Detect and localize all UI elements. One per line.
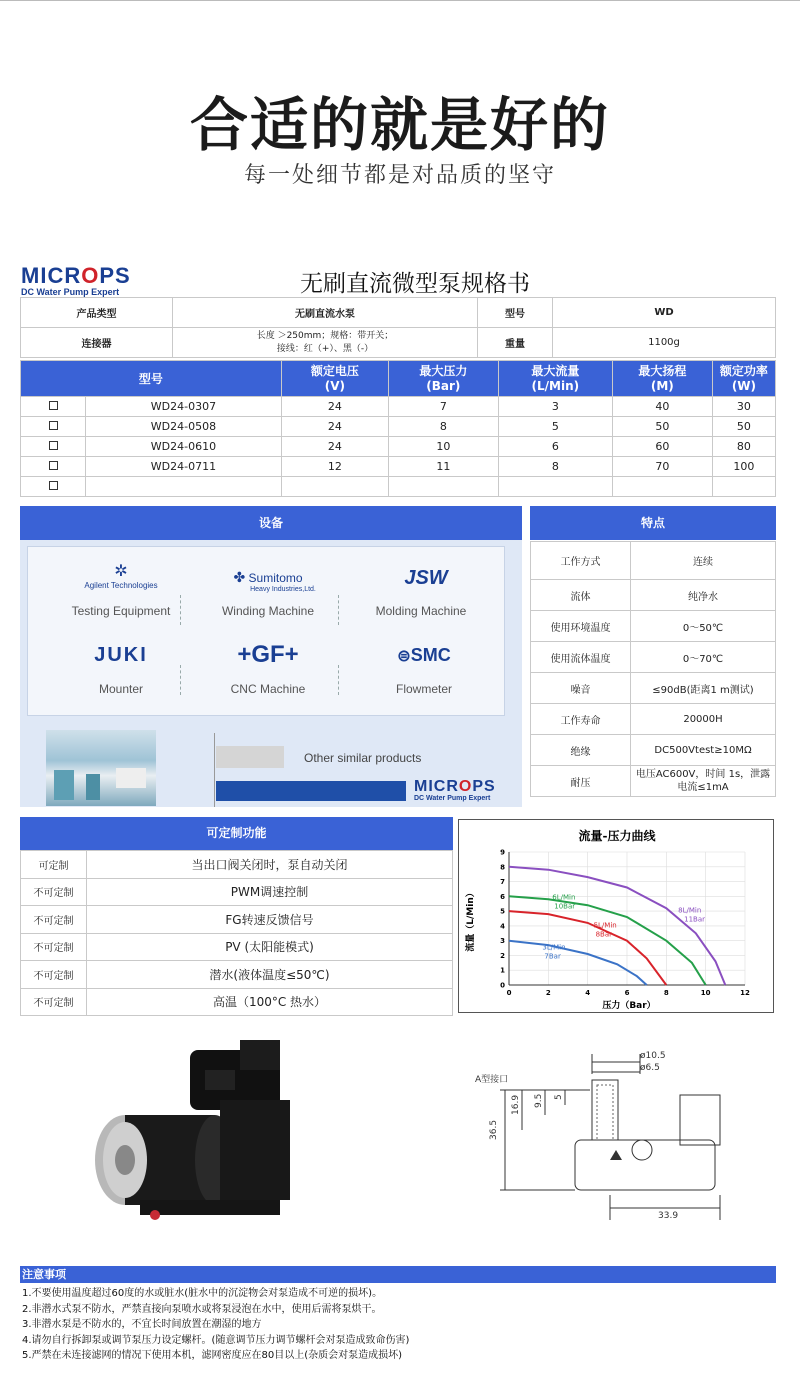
note-item: 5.严禁在未连接滤网的情况下使用本机，滤网密度应在80目以上(杂质会对泵造成损坏) — [22, 1350, 403, 1362]
features-table — [530, 541, 776, 797]
header-pressure: 最大压力 (Bar) — [388, 361, 498, 397]
y-tick-label: 1 — [500, 966, 505, 975]
top-divider — [0, 0, 800, 1]
divider — [214, 733, 215, 807]
notes-list — [22, 1286, 409, 1364]
note-item: 3.非潜水泵是不防水的，不宜长时间放置在潮湿的地方 — [22, 1319, 262, 1331]
model-table — [20, 360, 776, 497]
note-item: 2.非潜水式泵不防水，严禁直接向泵喷水或将泵浸泡在水中，使用后需将泵烘干。 — [22, 1303, 382, 1315]
dimension-w1: 33.9 — [658, 1211, 679, 1221]
series-label: 8Bar — [595, 930, 613, 939]
table-row: 不可定制 潜水(液体温度≤50℃) — [21, 961, 453, 989]
equipment-name: Molding Machine — [375, 604, 467, 618]
equipment-name: Winding Machine — [221, 604, 315, 618]
table-row: 工作方式 连续 — [531, 542, 776, 580]
smc-logo: ⊜SMC — [397, 645, 451, 665]
table-row: 噪音 ≤90dB(距离1 m测试) — [531, 673, 776, 704]
sumitomo-logo: ✤ Sumitomo Heavy Industries,Ltd. — [233, 569, 316, 593]
brand-logo-small: MICROPS DC Water Pump Expert — [414, 778, 496, 802]
gray-bar — [216, 746, 284, 768]
table-row: 使用流体温度 0～70℃ — [531, 642, 776, 673]
table-row: 流体 纯净水 — [531, 580, 776, 611]
model-checkbox[interactable] — [49, 401, 58, 410]
series-label: 10Bar — [554, 902, 576, 911]
hero-title: 合适的就是好的 — [189, 91, 610, 159]
y-tick-label: 7 — [500, 878, 505, 887]
spec-label: 重量 — [478, 328, 553, 358]
spec-value: 无刷直流水泵 — [173, 298, 478, 328]
dimension-h3: 16.9 — [511, 1094, 521, 1115]
table-row: WD24-0508 24 8 5 50 50 — [21, 417, 776, 437]
x-tick-label: 4 — [585, 989, 591, 997]
model-checkbox[interactable] — [49, 481, 58, 490]
chart-xlabel: 压力（Bar） — [602, 1001, 656, 1011]
y-tick-label: 0 — [500, 981, 505, 990]
custom-table — [20, 850, 453, 1016]
x-tick-label: 6 — [624, 989, 630, 997]
series-label: 3L/Min — [542, 943, 566, 952]
equipment-name: CNC Machine — [230, 682, 306, 696]
model-checkbox[interactable] — [49, 461, 58, 470]
table-row: 不可定制 PV (太阳能模式) — [21, 933, 453, 961]
dimension-h1: 9.5 — [534, 1093, 544, 1108]
spec-value: WD — [553, 298, 776, 328]
jsw-logo: JSW — [404, 567, 448, 589]
series-label: 5L/Min — [593, 921, 617, 930]
equipment-title: 设备 — [20, 506, 522, 540]
y-tick-label: 3 — [500, 937, 505, 946]
header-voltage: 额定电压 (V) — [281, 361, 388, 397]
series-label: 11Bar — [684, 915, 706, 924]
header-head: 最大扬程 (M) — [612, 361, 712, 397]
series-line — [509, 941, 647, 985]
note-item: 4.请勿自行拆卸泵或调节泵压力设定螺杆。(随意调节压力调节螺杆会对泵造成致命伤害) — [22, 1334, 410, 1346]
note-item: 1.不要使用温度超过60度的水或脏水(脏水中的沉淀物会对泵造成不可逆的损坏)。 — [22, 1288, 383, 1299]
spec-label: 产品类型 — [21, 298, 173, 328]
table-row: 耐压 电压AC600V，时间 1s，泄露电流≤1mA — [531, 766, 776, 797]
blue-bar — [216, 781, 406, 801]
equipment-name: Testing Equipment — [71, 604, 171, 618]
x-tick-label: 10 — [700, 989, 711, 997]
series-label: 7Bar — [544, 952, 561, 961]
y-tick-label: 5 — [500, 907, 505, 916]
table-row: WD24-0307 24 7 3 40 30 — [21, 397, 776, 417]
x-tick-label: 0 — [506, 989, 512, 997]
flow-pressure-chart — [458, 819, 774, 1013]
equipment-name: Flowmeter — [395, 682, 452, 696]
factory-photo — [46, 730, 156, 806]
header-model: 型号 — [21, 361, 282, 397]
table-row: 不可定制 FG转速反馈信号 — [21, 906, 453, 934]
spec-info-table — [20, 297, 776, 358]
model-checkbox[interactable] — [49, 441, 58, 450]
brand-logo: MICROPS DC Water Pump Expert — [21, 263, 131, 297]
custom-title: 可定制功能 — [20, 817, 453, 850]
table-row: WD24-0711 12 11 8 70 100 — [21, 457, 776, 477]
notes-title: 注意事项 — [20, 1266, 776, 1283]
equipment-name: Mounter — [98, 682, 144, 696]
chart-title: 流量-压力曲线 — [578, 829, 656, 843]
table-row: 不可定制 高温（100°C 热水） — [21, 988, 453, 1016]
table-row — [21, 477, 776, 497]
spec-title: 无刷直流微型泵规格书 — [300, 271, 530, 297]
table-row: 可定制 当出口阀关闭时，泵自动关闭 — [21, 851, 453, 879]
table-row: 不可定制 PWM调速控制 — [21, 878, 453, 906]
x-tick-label: 2 — [545, 989, 551, 997]
y-tick-label: 2 — [500, 951, 505, 960]
chart-svg — [459, 820, 775, 1014]
x-tick-label: 8 — [663, 989, 669, 997]
model-checkbox[interactable] — [49, 421, 58, 430]
table-row: 绝缘 DC500Vtest≥10MΩ — [531, 735, 776, 766]
agilent-logo: ✲ Agilent Technologies — [84, 563, 158, 590]
spec-value: 1100g — [553, 328, 776, 358]
y-tick-label: 8 — [500, 863, 505, 872]
chart-ylabel: 流量（L/Min） — [466, 888, 476, 952]
hero-subtitle: 每一处细节都是对品质的坚守 — [243, 163, 556, 188]
port-label: A型接口 — [475, 1075, 509, 1085]
gf-logo: +GF+ — [237, 641, 299, 668]
dimension-d1: ø10.5 — [640, 1051, 666, 1061]
features-title: 特点 — [530, 506, 776, 540]
technical-drawing — [470, 1040, 770, 1230]
table-row: WD24-0610 24 10 6 60 80 — [21, 437, 776, 457]
y-tick-label: 4 — [500, 922, 505, 931]
table-row: 使用环境温度 0～50℃ — [531, 611, 776, 642]
table-row: 工作寿命 20000H — [531, 704, 776, 735]
header-power: 额定功率 (W) — [712, 361, 775, 397]
series-label: 8L/Min — [678, 906, 702, 915]
dimension-d2: ø6.5 — [640, 1063, 660, 1073]
dimension-h4: 36.5 — [489, 1119, 499, 1140]
x-tick-label: 12 — [740, 989, 750, 997]
spec-value: 长度 ＞250mm；规格：带开关； 接线：红（+）、黑（-） — [173, 328, 478, 358]
pump-image — [80, 1040, 310, 1230]
y-tick-label: 6 — [500, 892, 505, 901]
series-label: 6L/Min — [552, 893, 576, 902]
juki-logo: JUKI — [94, 644, 148, 666]
spec-label: 型号 — [478, 298, 553, 328]
header-flow: 最大流量 (L/Min) — [498, 361, 612, 397]
y-tick-label: 9 — [500, 848, 505, 857]
dimension-h2: 5 — [554, 1094, 564, 1100]
other-products-label: Other similar products — [304, 751, 422, 765]
spec-label: 连接器 — [21, 328, 173, 358]
